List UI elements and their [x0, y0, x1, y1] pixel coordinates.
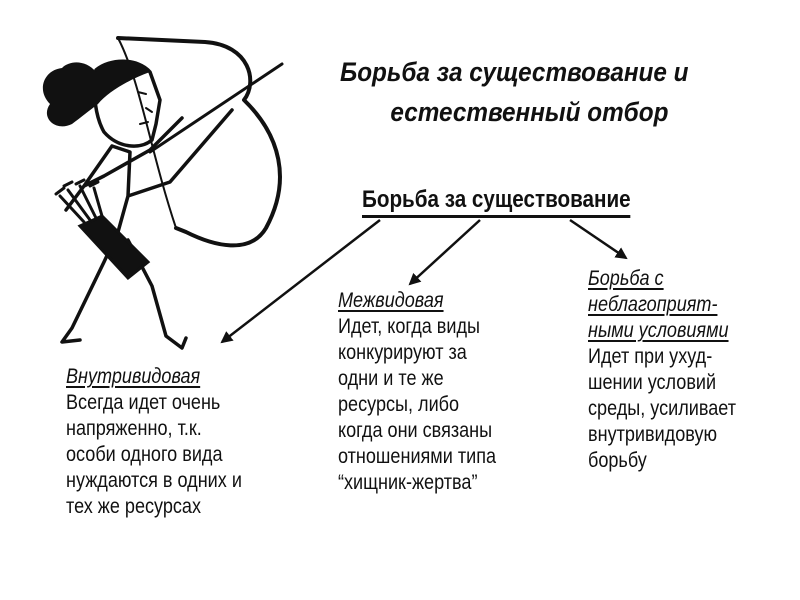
branch-description-line: Идет при ухуд- [588, 345, 713, 368]
branch-environmental [588, 266, 736, 474]
branch-description-line: шении условий [588, 371, 717, 394]
branch-heading: Внутривидовая [66, 365, 201, 388]
branch-description-line: конкурируют за [338, 341, 467, 364]
branch-intraspecific [66, 364, 242, 520]
branch-interspecific [338, 288, 496, 496]
branch-heading: Межвидовая [338, 289, 444, 312]
branch-description-line: напряженно, т.к. [66, 417, 202, 440]
branch-description-line: нуждаются в одних и [66, 469, 242, 492]
diagram-title [340, 52, 736, 132]
branch-description-line: когда они связаны [338, 419, 493, 442]
central-node: Борьба за существование [362, 185, 631, 218]
branch-description-line: одни и те же [338, 367, 444, 390]
branch-heading: неблагоприят- [588, 293, 718, 316]
branch-description-line: Всегда идет очень [66, 391, 221, 414]
branch-description-line: среды, усиливает [588, 397, 737, 420]
arrow-to-interspecific [410, 220, 480, 284]
title-line-1: Борьба за существование и [340, 57, 689, 87]
branch-heading: Борьба с [588, 267, 664, 290]
branch-description-line: борьбу [588, 449, 647, 472]
title-line-2: естественный отбор [390, 97, 669, 127]
branch-description-line: ресурсы, либо [338, 393, 460, 416]
arrow-to-environmental [570, 220, 626, 258]
branch-description-line: “хищник-жертва” [338, 471, 478, 494]
branch-description-line: особи одного вида [66, 443, 223, 466]
branch-description-line: Идет, когда виды [338, 315, 480, 338]
branch-description-line: внутривидовую [588, 423, 718, 446]
branch-heading: ными условиями [588, 319, 729, 342]
branch-description-line: тех же ресурсах [66, 495, 202, 518]
branch-description-line: отношениями типа [338, 445, 497, 468]
